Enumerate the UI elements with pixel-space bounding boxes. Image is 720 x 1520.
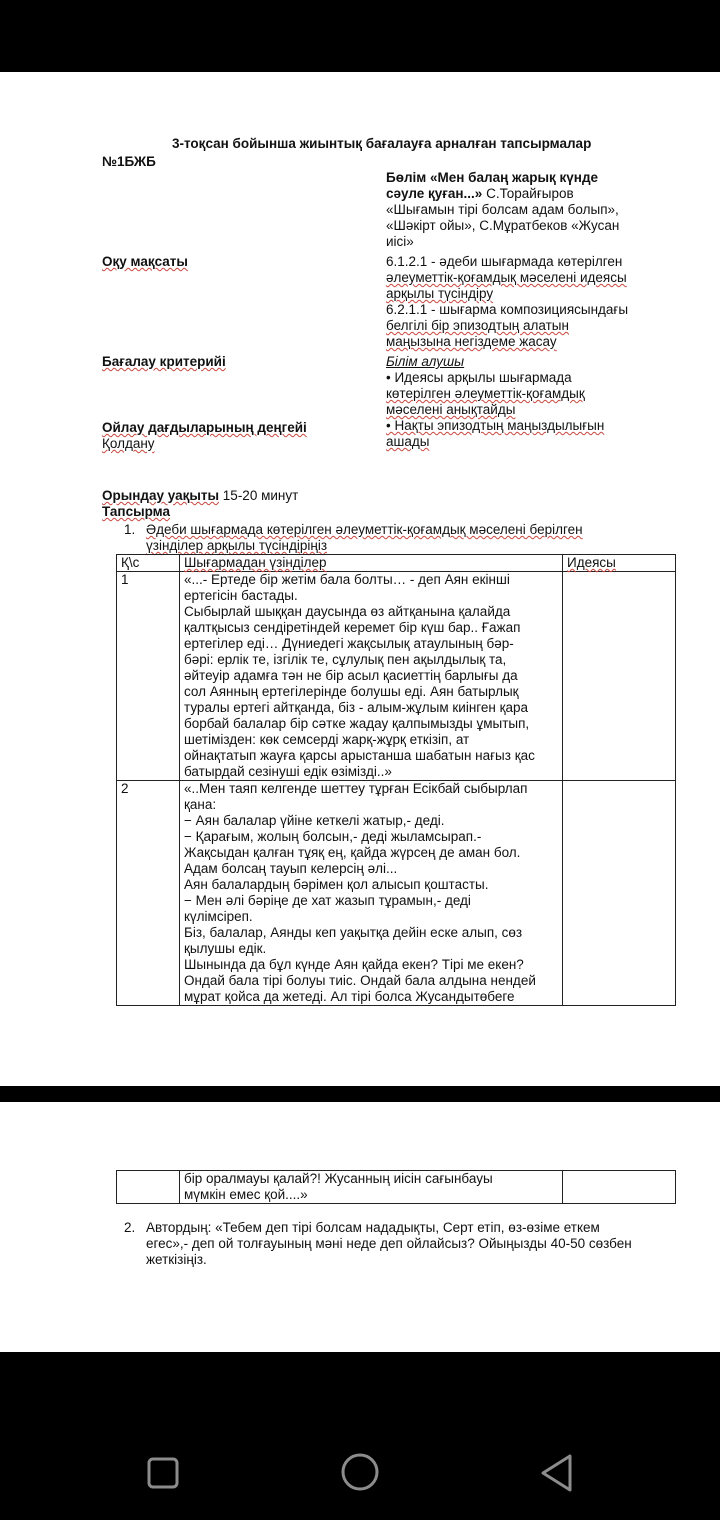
criteria-line: мәселені анықтайды [386, 402, 516, 417]
row-idea-cell[interactable] [563, 781, 676, 1006]
excerpt-line: бәрі: ерлік те, ізгілік те, сұлулық пен ақылдылық та, [184, 652, 507, 667]
excerpt-line: күлімсіреп. [184, 909, 253, 924]
task1-text [146, 522, 583, 554]
task1-number: 1. [124, 522, 136, 537]
section-title-line: Бөлім «Мен балаң жарық күнде [386, 170, 599, 185]
section-author: С.Торайғыров [486, 186, 574, 201]
excerpt-line: қалтқысыз сендіретіндей керемет бір күш бар.. Ғажап [184, 620, 521, 635]
header-idea: Идеясы [563, 555, 676, 572]
criteria-line: • Нақты эпизодтың маңыздылығын [386, 418, 605, 433]
row-number: 1 [117, 572, 180, 781]
excerpt-line: Сыбырлай шыққан даусында өз айтқанына қалайда [184, 604, 511, 619]
excerpt-line: «...- Ертеде бір жетім бала болты… - деп Аян екінші [184, 572, 510, 587]
learning-goal-line: арқылы түсіндіру [386, 286, 494, 301]
task2-line: егес»,- деп ой толғауының мәні неде деп ойлайсыз? Ойыңызды 40-50 сөзбен [146, 1236, 632, 1251]
excerpt-line: мұрат қойса да жетеді. Ал тірі болса Жусандытөбеге [184, 989, 515, 1004]
thinking-level-value: Қолдану [102, 436, 155, 451]
excerpt-line: туралы ертегі айтқанда, біз - алым-жұлым киінген қара [184, 700, 529, 715]
excerpt-line: батырдай сезінуші едік өзіміздi..» [184, 764, 392, 779]
document-page-2 [0, 1102, 720, 1352]
excerpt-line: борбай балалар бір сәтке жадау қалпымызды ұмытып, [184, 716, 530, 731]
criteria-line: • Идеясы арқылы шығармада [386, 370, 572, 385]
row-idea-cell[interactable] [563, 1171, 676, 1204]
row-number: 2 [117, 781, 180, 1006]
learning-goal-line: әлеуметтік-қоғамдық мәселені идеясы [386, 270, 627, 285]
learning-goal-line: 6.2.1.1 - шығарма композициясындағы [386, 302, 629, 317]
criteria-line: көтерілген әлеуметтік-қоғамдық [386, 386, 585, 401]
row-excerpt [180, 1171, 563, 1204]
excerpt-line: қана: [184, 797, 217, 812]
excerpt-line: − Аян балалар үйіне кеткелі жатыр,- деді. [184, 813, 445, 828]
excerpt-line: Аян балалардың бәрімен қол алысып қоштасты. [184, 877, 489, 892]
recent-apps-icon[interactable] [149, 1459, 177, 1487]
excerpt-line: бір оралмауы қалай?! Жусанның иісін сағынбауы [184, 1171, 493, 1186]
table-header-row [117, 555, 676, 572]
excerpt-line: шетімізден: көк семсерді жарқ-жұрқ еткізіп, ат [184, 732, 470, 747]
criteria-line: ашады [386, 434, 430, 449]
excerpt-line: − Қарағым, жолың болсын,- деді жыламсырап.- [184, 829, 482, 844]
excerpt-line: әйтеуір адамға тән не бір асыл қасиеттің барлығы да [184, 668, 518, 683]
section-line: «Шәкірт ойы», С.Мұратбеков «Жусан [386, 218, 620, 233]
document-code: №1БЖБ [102, 154, 156, 169]
row-excerpt [180, 781, 563, 1006]
excerpts-table-continued [116, 1170, 676, 1204]
document-title: 3-тоқсан бойынша жиынтық бағалауға арналған тапсырмалар [172, 136, 592, 151]
section-line: «Шығамын тірі болсам адам болып», [386, 202, 619, 217]
excerpt-line: Біз, балалар, Аянды кеп уақытқа дейін еске алып, сөз [184, 925, 523, 940]
excerpt-line: ойнақтатып жауға қарсы арыстанша шабатын нағыз қас [184, 748, 535, 763]
criteria-heading: Білім алушы [386, 354, 465, 369]
excerpt-line: Жақсыдан қалған тұяқ ең, қайда жүрсең де аман бол. [184, 845, 521, 860]
thinking-level-label: Ойлау дағдыларының деңгейі [102, 420, 307, 435]
task2-line: Автордың: «Тебем деп тірі болсам нададықты, Серт етіп, өз-өзіме еткем [146, 1220, 600, 1235]
row-idea-cell[interactable] [563, 572, 676, 781]
back-icon[interactable] [543, 1456, 570, 1490]
task2-number: 2. [124, 1220, 136, 1235]
row-number-empty [117, 1171, 180, 1204]
header-number: Қ\с [117, 555, 180, 572]
row-excerpt [180, 572, 563, 781]
table-row [117, 1171, 676, 1204]
task-label: Тапсырма [102, 504, 170, 519]
execution-time-label: Орындау уақыты [102, 488, 220, 503]
excerpt-line: қылушы едік. [184, 941, 267, 956]
learning-goal-line: маңызына негіздеме жасау [386, 334, 557, 349]
excerpt-line: мүмкін емес қой....» [184, 1187, 308, 1202]
criteria-label: Бағалау критерийі [102, 354, 226, 369]
home-icon[interactable] [343, 1455, 377, 1489]
excerpt-line: Шынында да бұл күнде Аян қайда екен? Тірі ме екен? [184, 957, 524, 972]
excerpt-line: ертегілер еді… Дүниедегі жақсылық атаулының бәр- [184, 636, 514, 651]
section-title-line: сәуле қуған...» [386, 186, 483, 201]
task1-line: үзінділер арқылы түсіндіріңіз [146, 538, 328, 553]
execution-time-value: 15-20 минут [222, 488, 299, 503]
document-page-1 [0, 72, 720, 1086]
section-line: иісі» [386, 234, 414, 249]
header-excerpts: Шығармадан үзінділер [180, 555, 563, 572]
navigation-bar [0, 1352, 720, 1520]
learning-goals [386, 254, 628, 350]
execution-time [102, 488, 298, 504]
excerpt-line: − Мен әлі бәріңе де хат жазып тұрамын,- деді [184, 893, 471, 908]
section-block [386, 170, 619, 250]
learning-goal-line: белгілі бір эпизодтың алатын [386, 318, 569, 333]
learning-goal-line: 6.1.2.1 - әдеби шығармада көтерілген [386, 254, 623, 269]
excerpt-line: Адам болсаң тауып келерсің әлі... [184, 861, 398, 876]
table-row [117, 781, 676, 1006]
task1-line: Әдеби шығармада көтерілген әлеуметтік-қоғамдық мәселені берілген [146, 522, 583, 537]
excerpt-line: ертегісін бастады. [184, 588, 298, 603]
task2-line: жеткізіңіз. [146, 1252, 207, 1267]
excerpts-table [116, 554, 676, 1006]
table-row [117, 572, 676, 781]
excerpt-line: «..Мен таяп келгенде шеттеу тұрған Есікбай сыбырлап [184, 781, 528, 796]
criteria-block [386, 354, 604, 450]
learning-goal-label: Оқу мақсаты [102, 254, 188, 269]
excerpt-line: Ондай бала тірі болуы тиіс. Ондай бала алдына нендей [184, 973, 536, 988]
task2-text [146, 1220, 632, 1268]
excerpt-line: сол Аянның ертегілерінде болушы еді. Аян батырлық [184, 684, 519, 699]
